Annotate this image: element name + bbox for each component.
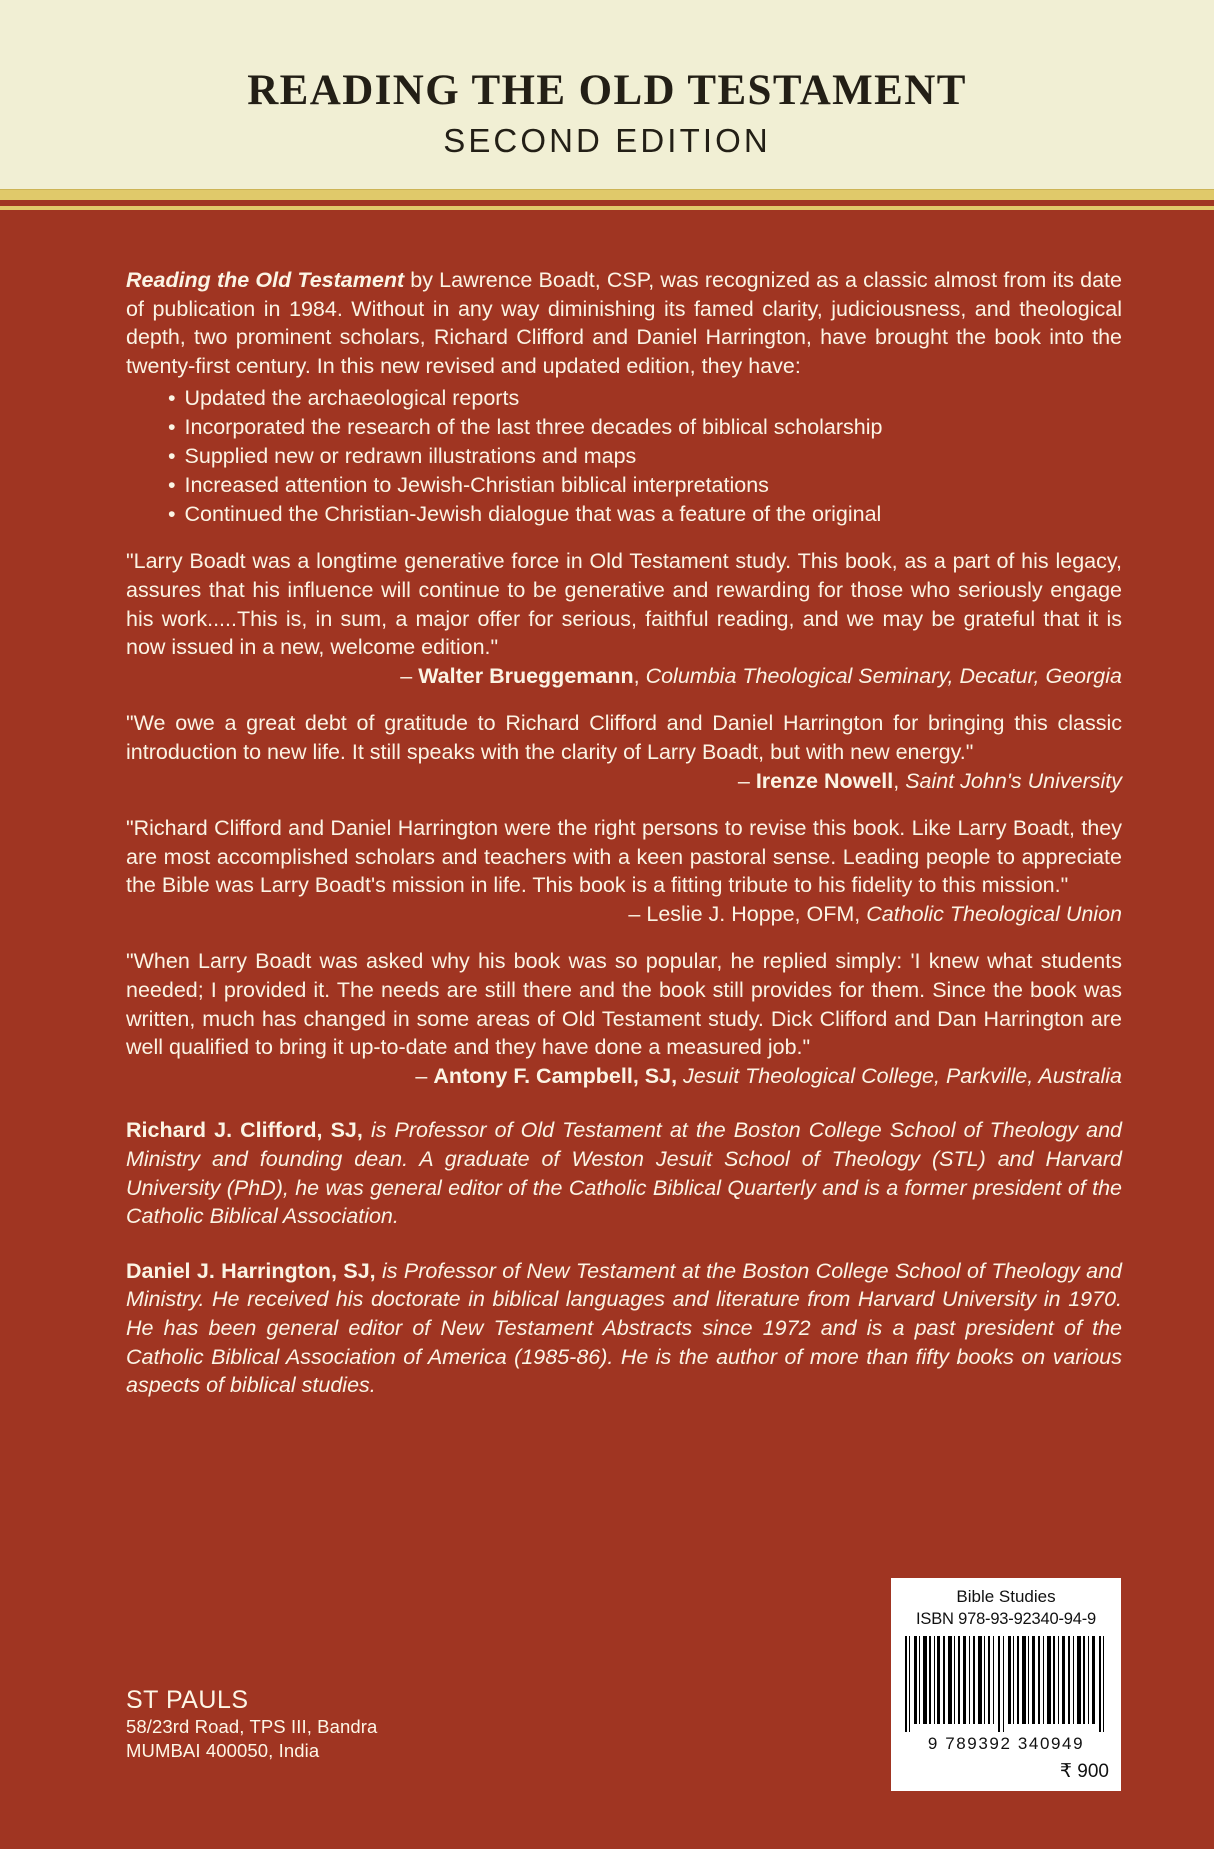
author-name: Richard J. Clifford, SJ,: [126, 1118, 363, 1143]
attribution-name: Walter Brueggemann: [418, 663, 634, 688]
list-item: • Continued the Christian-Jewish dialogue that was a feature of the original: [126, 500, 1122, 529]
list-item: • Increased attention to Jewish-Christian biblical interpretations: [126, 471, 1122, 500]
barcode-panel: [891, 1578, 1121, 1791]
barcode-icon: [903, 1636, 1109, 1732]
quote-text: "Larry Boadt was a longtime generative force in Old Testament study. This book, as a part of his legacy, assures that his influence will continue to be generative and rewarding for those who seriously engage his work.....This is, in sum, a major offer for serious, faithful reading, and we may be grateful that it is now issued in a new, welcome edition.": [126, 549, 1122, 660]
price-text: ₹ 900: [1059, 1761, 1109, 1782]
author-name: Daniel J. Harrington, SJ,: [126, 1258, 376, 1283]
publisher-address-line2: MUMBAI 400050, India: [126, 1740, 320, 1761]
edition-subtitle: SECOND EDITION: [443, 122, 771, 160]
attribution-dash: –: [737, 768, 756, 793]
isbn-text: ISBN 978-93-92340-94-9: [916, 1610, 1096, 1628]
intro-book-title: Reading the Old Testament: [126, 268, 405, 292]
endorsement-quote: [126, 947, 1122, 1090]
endorsement-quote: [126, 709, 1122, 795]
attribution-name: Leslie J. Hoppe, OFM: [646, 901, 855, 926]
attribution-dash: –: [415, 1063, 434, 1088]
quote-text: "Richard Clifford and Daniel Harrington were the right persons to revise this book. Like Larry Boadt, they are most accomplished scholars and teachers with a keen pastoral sense. Leading people to appreciate the Bible was Larry Boadt's mission in life. This book is a fitting tribute to his fidelity to this mission.": [126, 816, 1122, 898]
quote-attribution: [126, 900, 1122, 929]
quote-attribution: [126, 1062, 1122, 1091]
attribution-dash: –: [400, 663, 419, 688]
attribution-affiliation: Columbia Theological Seminary, Decatur, Georgia: [645, 663, 1122, 688]
attribution-affiliation: Saint John's University: [905, 768, 1122, 793]
attribution-separator: ,: [633, 663, 646, 688]
cover-header: [0, 0, 1214, 189]
quote-attribution: [126, 767, 1122, 796]
quote-text: "We owe a great debt of gratitude to Richard Clifford and Daniel Harrington for bringing this classic introduction to new life. It still speaks with the clarity of Larry Boadt, but with new energy.": [126, 711, 1122, 764]
attribution-name: Antony F. Campbell, SJ,: [433, 1063, 678, 1088]
endorsement-quote: [126, 547, 1122, 690]
barcode-category: Bible Studies: [956, 1587, 1056, 1606]
endorsement-quote: [126, 814, 1122, 928]
attribution-separator: ,: [893, 768, 906, 793]
quote-text: "When Larry Boadt was asked why his book was so popular, he replied simply: 'I knew what students needed; I provided it. The needs are still there and the book still provides for them. Since the book was written, much has changed in some areas of Old Testament study. Dick Clifford and Dan Harrington are well qualified to bring it up-to-date and they have done a measured job.": [126, 949, 1122, 1060]
attribution-name: Irenze Nowell: [755, 768, 894, 793]
list-item: • Incorporated the research of the last three decades of biblical scholarship: [126, 413, 1122, 442]
publisher-block: [126, 1685, 377, 1763]
author-bio: [126, 1257, 1122, 1400]
quote-attribution: [126, 662, 1122, 691]
barcode-digits: 9 789392 340949: [927, 1734, 1085, 1753]
attribution-separator: ,: [854, 901, 867, 926]
attribution-dash: –: [628, 901, 647, 926]
gold-rule-top: [0, 189, 1214, 200]
feature-list: [126, 384, 1122, 528]
list-item: • Updated the archaeological reports: [126, 384, 1122, 413]
publisher-address-line1: 58/23rd Road, TPS III, Bandra: [126, 1716, 378, 1737]
page-title: READING THE OLD TESTAMENT: [247, 67, 967, 114]
intro-text: by Lawrence Boadt, CSP, was recognized as a classic almost from its date of publication in 1984. Without in any way diminishing its famed clarity, judiciousness, and theological depth, two prominent scholars, Richard Clifford and Daniel Harrington, have brought the book into the twenty-first century. In this new revised and updated edition, they have:: [126, 268, 1122, 378]
list-item: • Supplied new or redrawn illustrations and maps: [126, 442, 1122, 471]
author-bio-text: is Professor of Old Testament at the Boston College School of Theology and Ministry and founding dean. A graduate of Weston Jesuit School of Theology (STL) and Harvard University (PhD), he was general editor of the Catholic Biblical Quarterly and is a former president of the Catholic Biblical Association.: [126, 1118, 1122, 1229]
author-bio: [126, 1116, 1122, 1230]
attribution-affiliation: Catholic Theological Union: [866, 901, 1122, 926]
attribution-affiliation: Jesuit Theological College, Parkville, Australia: [683, 1063, 1122, 1088]
intro-paragraph: [126, 266, 1122, 380]
publisher-name: ST PAULS: [126, 1686, 249, 1714]
author-bio-text: is Professor of New Testament at the Boston College School of Theology and Ministry. He received his doctorate in biblical languages and literature from Harvard University in 1970. He has been general editor of New Testament Abstracts since 1972 and is a past president of the Catholic Biblical Association of America (1985-86). He is the author of more than fifty books on various aspects of biblical studies.: [126, 1258, 1123, 1398]
